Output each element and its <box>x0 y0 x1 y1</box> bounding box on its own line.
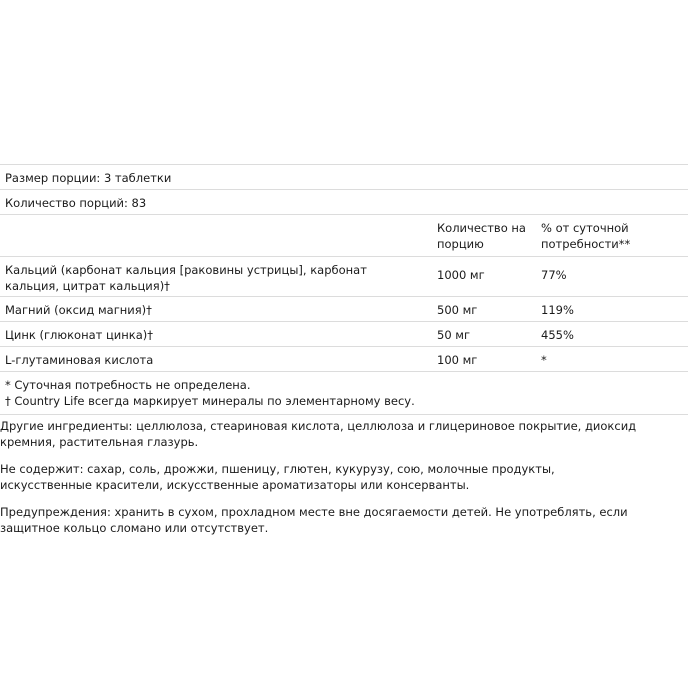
warnings-text: Предупреждения: хранить в сухом, прохладном месте вне досягаемости детей. Не употреблять, если защитное кольцо сломано или отсутствует. <box>0 505 628 535</box>
nutrient-amount: 100 мг <box>437 353 478 367</box>
amount-column-header: Количество на порцию <box>437 221 526 251</box>
serving-size-row <box>0 164 688 189</box>
nutrient-daily-value: 77% <box>541 268 567 282</box>
nutrient-daily-value: * <box>541 353 547 367</box>
nutrient-amount: 50 мг <box>437 328 471 342</box>
table-header-row <box>0 214 688 256</box>
table-row <box>0 296 688 321</box>
nutrient-name: Магний (оксид магния)† <box>5 303 152 317</box>
table-row <box>0 321 688 346</box>
supplement-facts-table <box>0 164 688 415</box>
nutrient-amount: 1000 мг <box>437 268 485 282</box>
footnote-not-established: * Суточная потребность не определена. <box>5 378 251 392</box>
footnotes-row <box>0 371 688 415</box>
does-not-contain-text: Не содержит: сахар, соль, дрожжи, пшеницу, глютен, кукурузу, сою, молочные продукты, искусственные красители, искусственные ароматизаторы или консерванты. <box>0 462 555 492</box>
nutrient-name: Цинк (глюконат цинка)† <box>5 328 154 342</box>
nutrient-amount: 500 мг <box>437 303 478 317</box>
nutrient-name: Кальций (карбонат кальция [раковины устрицы], карбонат кальция, цитрат кальция)† <box>5 263 367 293</box>
table-row <box>0 346 688 371</box>
servings-per-container: Количество порций: 83 <box>5 196 147 210</box>
serving-size: Размер порции: 3 таблетки <box>5 171 172 185</box>
nutrient-daily-value: 455% <box>541 328 574 342</box>
nutrient-daily-value: 119% <box>541 303 574 317</box>
table-row <box>0 256 688 296</box>
other-ingredients-text: Другие ингредиенты: целлюлоза, стеариновая кислота, целлюлоза и глицериновое покрытие, диоксид кремния, растительная глазурь. <box>0 419 637 449</box>
daily-value-column-header: % от суточной потребности** <box>541 221 631 251</box>
servings-per-container-row <box>0 189 688 214</box>
nutrient-name: L-глутаминовая кислота <box>5 353 154 367</box>
footnote-elemental-weight: † Country Life всегда маркирует минералы по элементарному весу. <box>5 394 415 408</box>
product-details <box>0 418 680 547</box>
